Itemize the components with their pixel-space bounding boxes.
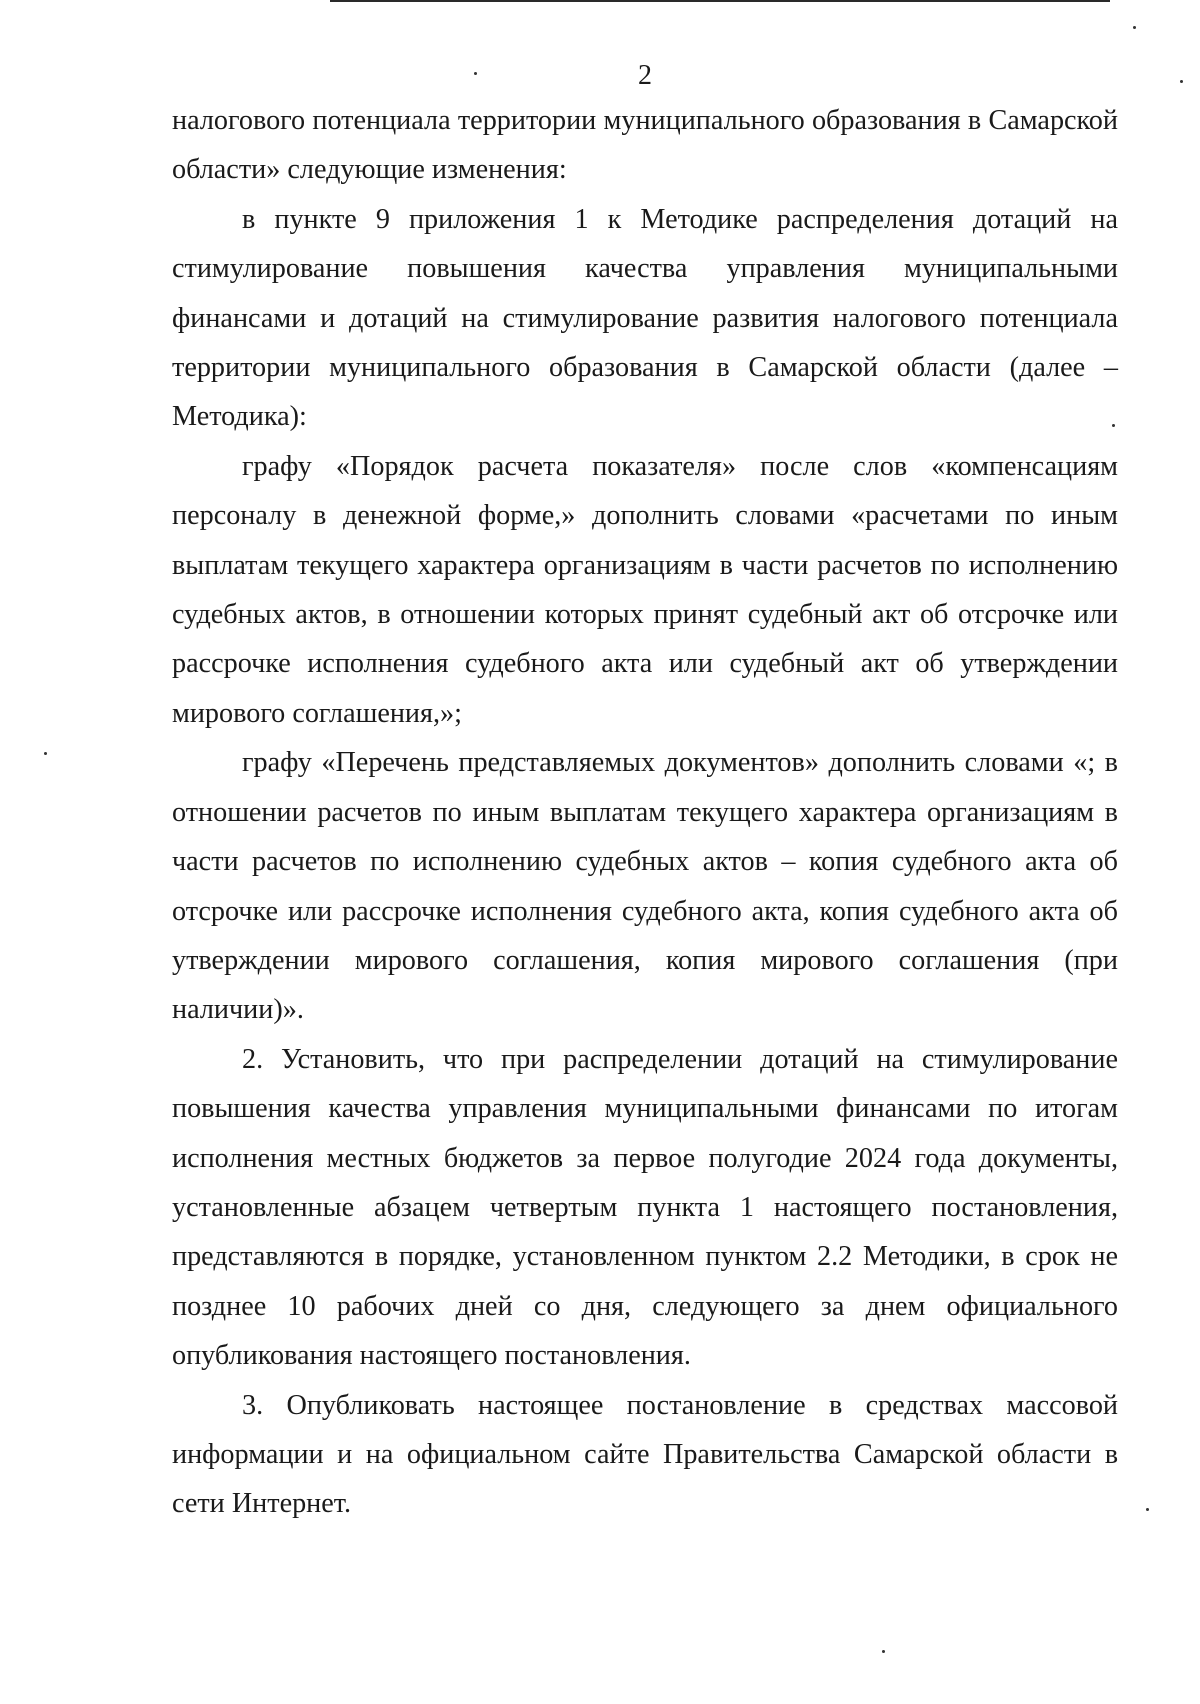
scan-speck [1146,1508,1149,1511]
scan-speck [1180,80,1183,83]
paragraph-item-2: 2. Установить, что при распределении дотаций на стимулирование повышения качества управления муниципальными финансами по итогам исполнения местных бюджетов за первое полугодие 2024 года документы, установленные абзацем четвертым пункта 1 настоящего постановления, представляются в порядке, установленном пунктом 2.2 Методики, в срок не позднее 10 рабочих дней со дня, следующего за днем официального опубликования настоящего постановления. [172,1043,1118,1372]
scan-speck [1133,26,1136,29]
paragraph-item-3: 3. Опубликовать настоящее постановление в средствах массовой информации и на официальном сайте Правительства Самарской области в сети Интернет. [172,1389,1118,1520]
page-number: 2 [638,60,652,91]
scan-top-edge-line [330,0,1110,2]
paragraph-calculation-procedure: графу «Порядок расчета показателя» после слов «компенсациям персоналу в денежной форме,» дополнить словами «расчетами по иным выплатам текущего характера организациям в части расчетов по исполнению судебных актов, в отношении которых принят судебный акт об отсрочке или рассрочке исполнения судебного акта или судебный акт об утверждении мирового соглашения,»; [172,450,1118,729]
paragraph-methodology-item-9: в пункте 9 приложения 1 к Методике распределения дотаций на стимулирование повышения качества управления муниципальными финансами и дотаций на стимулирование развития налогового потенциала территории муниципального образования в Самарской области (далее – Методика): [172,203,1118,433]
paragraph-documents-list: графу «Перечень представляемых документов» дополнить словами «; в отношении расчетов по иным выплатам текущего характера организациям в части расчетов по исполнению судебных актов – копия судебного акта об отсрочке или рассрочке исполнения судебного акта, копия судебного акта об утверждении мирового соглашения, копия мирового соглашения (при наличии)». [172,747,1118,1026]
document-body [172,96,1118,1529]
scan-speck [474,72,477,75]
paragraph-continuation: налогового потенциала территории муниципального образования в Самарской области» следующие изменения: [172,105,1118,186]
scan-speck [44,752,47,755]
scan-speck [882,1650,885,1653]
scan-speck [1112,424,1115,427]
